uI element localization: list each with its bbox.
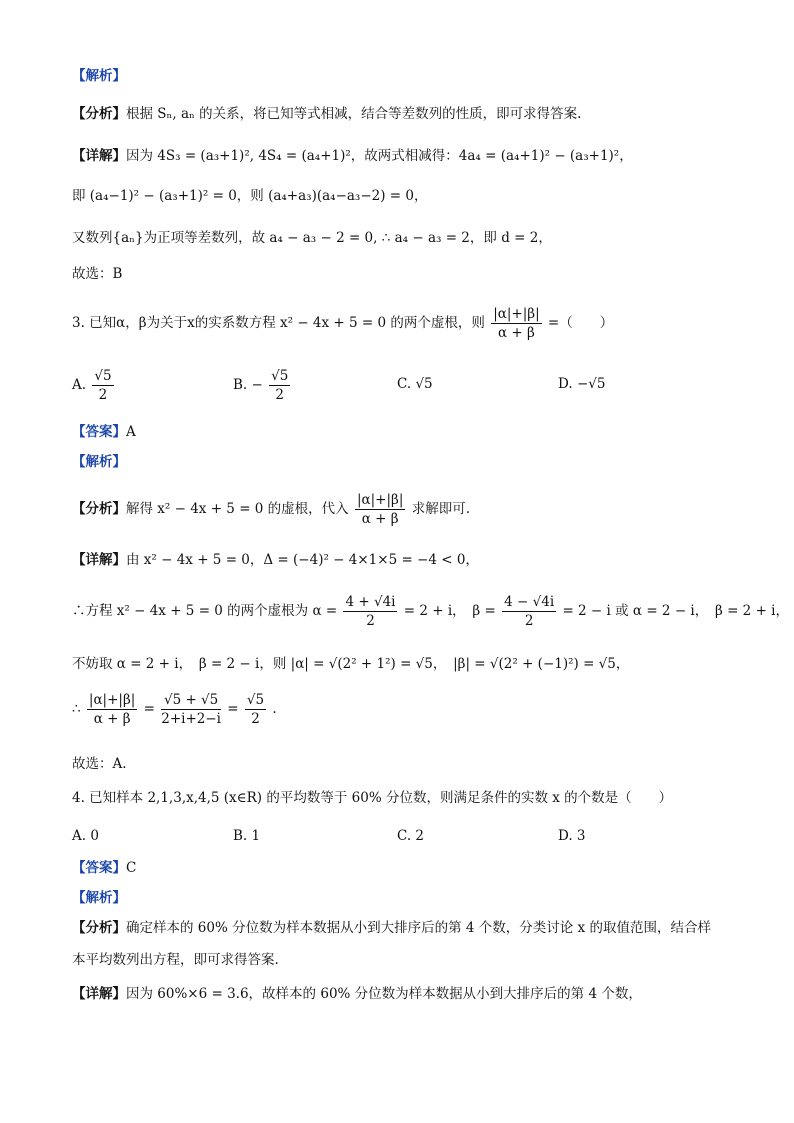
q4-analysis-text1: 确定样本的 60% 分位数为样本数据从小到大排序后的第 4 个数，分类讨论 x 的取值范围，结合样 [126,920,711,936]
q3-detail-line4 [72,692,734,727]
q3-detail-text1: 由 x² − 4x + 5 = 0，Δ = (−4)² − 4×1×5 = −4 < 0， [126,552,479,568]
q4-answer-value: C [126,860,137,876]
q3-detail-line4-frac2-den: 2+i+2−i [161,711,221,728]
q3-stem-frac-num: |α|+|β| [491,306,541,324]
q3-option-c-value: √5 [415,376,433,392]
q3-detail-frac2-num: 4 − √4i [502,594,556,612]
q3-analysis-tag: 【分析】 [72,501,126,518]
q2-detail-line1 [72,148,734,164]
q3-detail-text2a: ∴方程 x² − 4x + 5 = 0 的两个虚根为 α = [72,603,338,620]
q4-answer-tag: 【答案】 [72,860,126,876]
q3-detail-line4-frac1-den: α + β [93,711,131,728]
q2-explain-tag: 【解析】 [72,68,126,84]
q3-detail-line2 [72,594,789,630]
q3-explain-tag: 【解析】 [72,454,126,470]
q3-detail-line4-frac2-num: √5 + √5 [161,692,221,710]
q3-option-a-frac [92,368,113,403]
q3-detail-tag: 【详解】 [72,552,126,568]
q3-stem-text: 3. 已知α，β为关于x的实系数方程 x² − 4x + 5 = 0 的两个虚根，则 [72,315,485,332]
q2-analysis [72,106,734,122]
q3-option-c-label: C. [397,376,412,392]
q3-detail-frac1 [343,594,397,629]
q2-detail-text3: 又数列{aₙ}为正项等差数列，故 a₄ − a₃ − 2 = 0, ∴ a₄ − a₃ = 2，即 d = 2， [72,230,552,246]
q4-analysis-text2: 本平均数列出方程，即可求得答案. [72,952,279,968]
q3-analysis-text2: 求解即可. [411,501,470,518]
q3-option-a-num: √5 [94,368,112,384]
q3-option-b-frac [269,368,290,403]
q4-analysis-tag: 【分析】 [72,920,126,936]
q3-stem-frac-den: α + β [497,325,535,342]
q3-detail-text2b: = 2 + i， β = [403,603,496,620]
q3-stem-end: =（ ） [547,315,614,332]
q3-detail-line4-frac3-den: 2 [251,711,260,728]
q3-answer-tag: 【答案】 [72,424,126,440]
q3-detail-text3: 不妨取 α = 2 + i， β = 2 − i，则 |α| = √(2² + 1²) = √5， |β| = √(2² + (−1)²) = √5， [72,656,630,672]
q4-option-c: C. 2 [397,828,425,844]
q3-answer [72,424,734,440]
q3-option-b [233,368,292,403]
q4-option-d: D. 3 [558,828,586,844]
q3-explain-heading [72,454,734,470]
q2-detail-line3 [72,230,734,246]
q2-detail-line2 [72,188,734,204]
q3-option-b-label: B. [233,377,248,393]
q3-analysis-frac-den: α + β [361,511,399,528]
q3-option-b-num: √5 [271,368,289,384]
q4-option-a: A. 0 [72,828,99,844]
q3-detail-line4-frac2 [161,692,221,727]
q4-stem [72,790,734,806]
q2-analysis-text: 根据 Sₙ, aₙ 的关系，将已知等式相减，结合等差数列的性质，即可求得答案. [126,106,582,122]
q2-detail-tag: 【详解】 [72,148,126,164]
q3-detail-line4-frac3 [245,692,266,727]
q4-detail-line1 [72,986,734,1002]
q3-detail-line4-end: . [272,701,277,718]
q3-detail-therefore: ∴ [72,701,81,718]
q3-analysis-text1: 解得 x² − 4x + 5 = 0 的虚根，代入 [126,501,349,518]
q4-analysis-line1 [72,920,734,936]
q3-detail-line4-frac1 [87,692,137,727]
q3-detail-line4-eq2: = [227,701,239,718]
q3-option-a-label: A. [72,377,87,393]
q3-analysis [72,492,734,527]
q4-explain-heading [72,890,734,906]
q4-explain-tag: 【解析】 [72,890,126,906]
q3-option-b-den: 2 [275,387,285,403]
q3-option-d-label: D. [558,376,573,392]
q2-choice-text: 故选：B [72,266,123,282]
q3-detail-frac2 [502,594,556,629]
q3-choice-text: 故选：A. [72,756,127,772]
q3-detail-line4-eq1: = [143,701,155,718]
q2-explain-heading [72,68,734,84]
q4-analysis-line2 [72,952,734,968]
q4-detail-tag: 【详解】 [72,986,126,1002]
q4-option-b: B. 1 [233,828,261,844]
q3-option-d [558,376,605,392]
q3-detail-text2c: = 2 − i 或 α = 2 − i， β = 2 + i， [562,603,789,620]
q2-choice [72,266,734,282]
q3-detail-line3 [72,656,734,672]
q3-detail-line4-frac3-num: √5 [245,692,266,710]
q3-option-c [397,376,433,392]
q3-option-d-value: −√5 [576,376,606,392]
q3-answer-value: A [126,424,136,440]
q2-analysis-tag: 【分析】 [72,106,126,122]
q3-analysis-fraction [355,492,405,527]
q3-stem-fraction [491,306,541,341]
q3-analysis-frac-num: |α|+|β| [355,492,405,510]
q4-detail-text1: 因为 60%×6 = 3.6，故样本的 60% 分位数为样本数据从小到大排序后的第 4 个数， [126,986,642,1002]
q4-answer [72,860,734,876]
q3-detail-frac1-num: 4 + √4i [343,594,397,612]
q3-stem [72,306,734,341]
q3-detail-line4-frac1-num: |α|+|β| [87,692,137,710]
q4-stem-text: 4. 已知样本 2,1,3,x,4,5 (x∈R) 的平均数等于 60% 分位数，则满足条件的实数 x 的个数是（ ） [72,790,673,806]
q3-option-a [72,368,116,403]
q3-choice [72,756,734,772]
q3-option-a-den: 2 [98,387,108,403]
q3-option-b-sign: − [251,377,263,393]
q2-detail-text2: 即 (a₄−1)² − (a₃+1)² = 0，则 (a₄+a₃)(a₄−a₃−2) = 0， [72,188,428,204]
q2-detail-text1: 因为 4S₃ = (a₃+1)², 4S₄ = (a₄+1)²，故两式相减得：4a₄ = (a₄+1)² − (a₃+1)²， [126,148,633,164]
q3-detail-frac1-den: 2 [366,613,375,630]
q3-detail-line1 [72,552,734,568]
q3-detail-frac2-den: 2 [524,613,534,630]
